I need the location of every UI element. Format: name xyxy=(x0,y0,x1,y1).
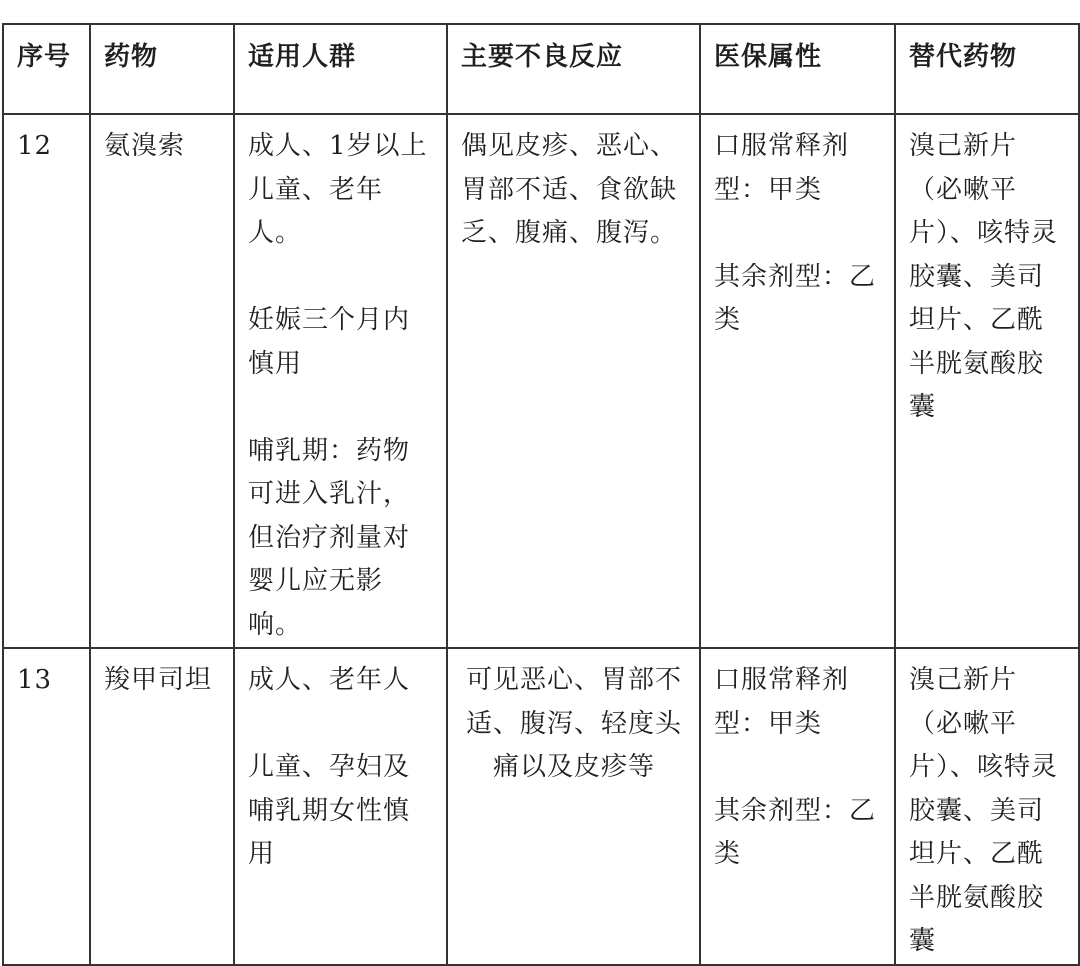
table-header-row xyxy=(3,24,1079,114)
cell-no: 12 xyxy=(3,114,90,648)
header-cell-no: 序号 xyxy=(3,24,90,114)
cell-population xyxy=(234,114,447,648)
population-text: 哺乳期：药物可进入乳汁，但治疗剂量对婴儿应无影响。 xyxy=(248,435,411,640)
population-text: 儿童、孕妇及哺乳期女性慎用 xyxy=(248,752,411,869)
population-text: 成人、老年人 xyxy=(248,665,411,695)
population-text: 妊娠三个月内慎用 xyxy=(248,305,411,379)
cell-drug: 氨溴索 xyxy=(90,114,234,648)
header-cell-drug: 药物 xyxy=(90,24,234,114)
cell-no: 13 xyxy=(3,648,90,965)
cell-alternatives xyxy=(895,648,1079,965)
cell-population xyxy=(234,648,447,965)
header-cell-insurance: 医保属性 xyxy=(700,24,895,114)
insurance-text: 其余剂型：乙类 xyxy=(714,261,877,335)
table-row xyxy=(3,648,1079,965)
header-cell-adverse: 主要不良反应 xyxy=(447,24,700,114)
cell-drug: 羧甲司坦 xyxy=(90,648,234,965)
alternatives-text: 溴己新片（必嗽平片）、咳特灵胶囊、美司坦片、乙酰半胱氨酸胶囊 xyxy=(909,665,1059,956)
insurance-text: 口服常释剂型：甲类 xyxy=(714,665,850,739)
cell-adverse xyxy=(447,648,700,965)
header-cell-population: 适用人群 xyxy=(234,24,447,114)
header-cell-alternatives: 替代药物 xyxy=(895,24,1079,114)
cell-alternatives xyxy=(895,114,1079,648)
cell-insurance xyxy=(700,648,895,965)
adverse-text: 偶见皮疹、恶心、胃部不适、食欲缺乏、腹痛、腹泻。 xyxy=(461,131,678,248)
drug-table xyxy=(2,23,1080,966)
cell-insurance xyxy=(700,114,895,648)
insurance-text: 口服常释剂型：甲类 xyxy=(714,131,850,205)
adverse-text: 可见恶心、胃部不适、腹泻、轻度头痛以及皮疹等 xyxy=(465,665,682,782)
cell-adverse xyxy=(447,114,700,648)
insurance-text: 其余剂型：乙类 xyxy=(714,795,877,869)
alternatives-text: 溴己新片（必嗽平片）、咳特灵胶囊、美司坦片、乙酰半胱氨酸胶囊 xyxy=(909,131,1059,422)
population-text: 成人、1岁以上儿童、老年人。 xyxy=(248,131,428,248)
table-row xyxy=(3,114,1079,648)
